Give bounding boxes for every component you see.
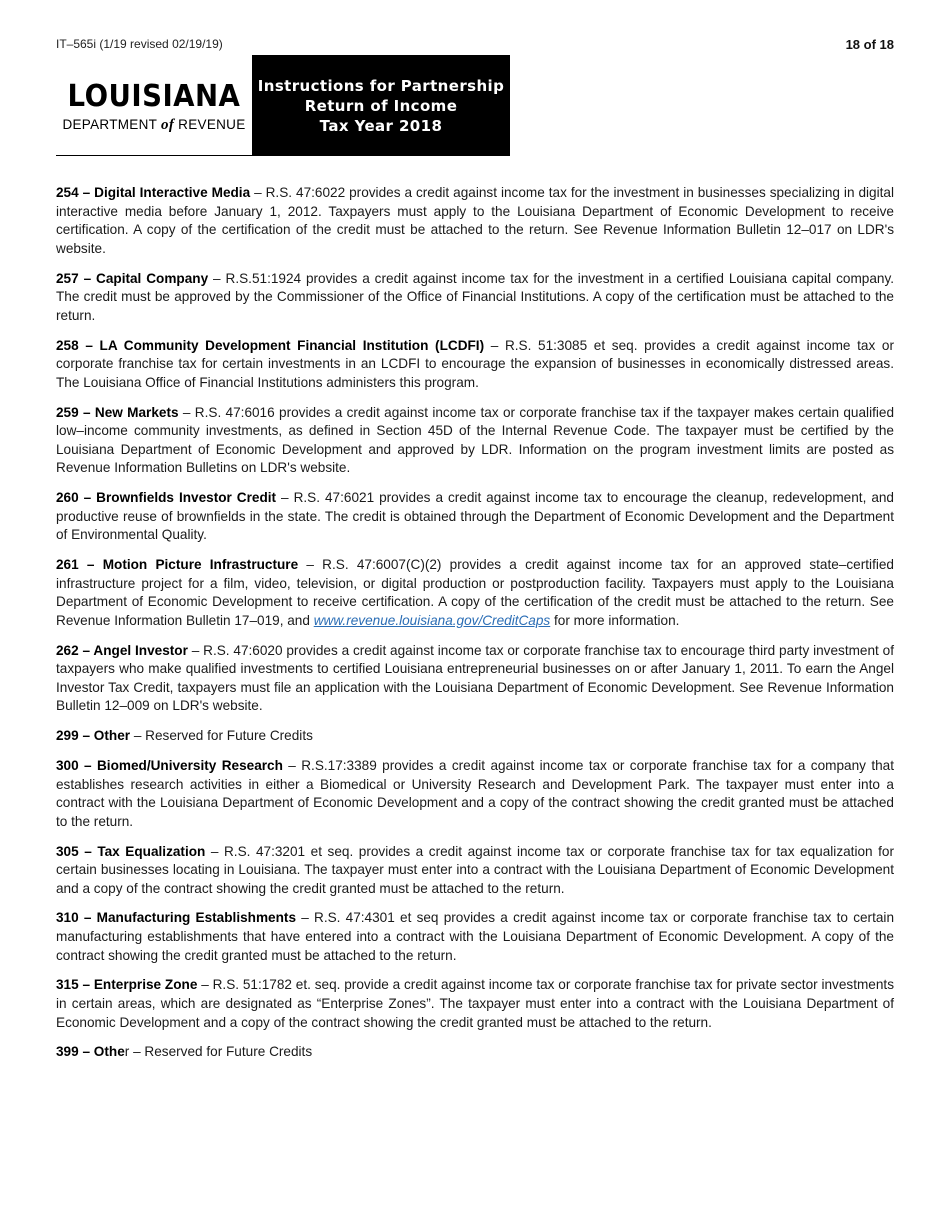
title-line: Tax Year 2018 (319, 116, 443, 135)
document-title (252, 55, 510, 156)
logo-wordmark: LOUISIANA (67, 79, 241, 114)
credit-code: 299 – Other (56, 728, 131, 744)
credit-text: – Reserved for Future Credits (130, 728, 313, 744)
credit-310 (56, 909, 894, 965)
credit-code: 259 – New Markets (56, 404, 179, 420)
logo-department-prefix: DEPARTMENT (62, 117, 162, 132)
credit-code: 310 – Manufacturing Establishments (56, 910, 297, 926)
credit-257 (56, 270, 894, 326)
credit-254 (56, 184, 894, 258)
title-line: Instructions for Partnership (257, 76, 505, 95)
credit-code: 399 – Othe (56, 1044, 125, 1060)
credit-315 (56, 976, 894, 1032)
credit-text: – R.S.17:3389 provides a credit against income tax or corporate franchise tax for a company that establishes research activities in either a Biomedical or University Research and Development Park. The taxpayer must enter into a contract with the Louisiana Department of Economic Development and a copy of the contract showing the credit granted must be attached to the return. (56, 757, 894, 829)
credit-text: – R.S. 51:3085 et seq. provides a credit against income tax or corporate franchise tax for certain investments in an LCDFI to encourage the expansion of businesses in economically distressed areas. The Louisiana Office of Financial Institutions administers this program. (56, 337, 894, 390)
document-header (56, 55, 510, 156)
title-line: Return of Income (304, 96, 458, 115)
credit-300 (56, 757, 894, 831)
credit-descriptions (56, 184, 894, 1073)
credit-258 (56, 337, 894, 393)
credit-399 (56, 1043, 894, 1062)
credit-text: – R.S. 47:3201 et seq. provides a credit against income tax or corporate franchise tax for tax equalization for certain businesses locating in Louisiana. The taxpayer must enter into a contract with the Louisiana Department of Economic Development and a copy of the contract showing the credit granted must be attached to the return. (56, 843, 894, 896)
credit-code: 262 – Angel Investor (56, 642, 188, 658)
credit-261 (56, 556, 894, 630)
credit-262 (56, 642, 894, 716)
credit-code: 254 – Digital Interactive Media (56, 185, 251, 200)
credit-text: – R.S. 47:6022 provides a credit against income tax for the investment in businesses specializing in digital interactive media before January 1, 2012. Taxpayers must apply to the Louisiana Department of Economic Development to receive certification. A copy of the certification of the credit must be attached to the return. See Revenue Information Bulletin 12–017 on LDR's website. (56, 185, 894, 256)
logo-department-of: of (161, 117, 175, 133)
credit-code: 257 – Capital Company (56, 270, 209, 286)
form-id: IT–565i (1/19 revised 02/19/19) (56, 37, 223, 51)
credit-260 (56, 489, 894, 545)
louisiana-revenue-logo (56, 55, 252, 156)
credit-text: – R.S. 51:1782 et. seq. provide a credit against income tax or corporate franchise tax for private sector investments in certain areas, which are designated as “Enterprise Zones”. The taxpayer must enter into a contract with the Louisiana Department of Economic Development and a copy of the contract showing the credit granted must be attached to the return. (56, 977, 895, 1030)
credit-259 (56, 404, 894, 478)
credit-code: 305 – Tax Equalization (56, 843, 206, 859)
logo-department (62, 117, 245, 134)
credit-code: 258 – LA Community Development Financial Institution (LCDFI) (56, 337, 485, 353)
credit-code: 300 – Biomed/University Research (56, 757, 283, 773)
credit-text: – R.S. 47:4301 et seq provides a credit against income tax or corporate franchise tax to certain manufacturing establishments that have entered into a contract with the Louisiana Department of Economic Development. A copy of the contract showing the credit granted must be attached to the return. (56, 910, 895, 963)
credit-text: r – Reserved for Future Credits (124, 1044, 313, 1060)
credit-305 (56, 843, 894, 899)
credit-299 (56, 727, 894, 746)
credit-text-after: for more information. (550, 612, 680, 628)
credit-code: 315 – Enterprise Zone (56, 977, 198, 993)
logo-department-suffix: REVENUE (174, 117, 246, 132)
credit-code: 260 – Brownfields Investor Credit (56, 490, 277, 506)
credit-text: – R.S. 47:6020 provides a credit against income tax or corporate franchise tax to encourage third party investment of taxpayers who make qualified investments to certified Louisiana entrepreneurial businesses on or after January 1, 2011. To earn the Angel Investor Tax Credit, taxpayers must file an application with the Louisiana Department of Economic Development. See Revenue Information Bulletin 12–009 on LDR's website. (56, 642, 894, 714)
credit-caps-link[interactable]: www.revenue.louisiana.gov/CreditCaps (313, 612, 551, 628)
credit-text: – R.S. 47:6007(C)(2) provides a credit against income tax for an approved state–certified infrastructure project for a film, video, television, or digital production or postproduction facility. Taxpayers must apply to the Louisiana Department of Economic Development to receive certification. A copy of the certification of the credit must be attached to the return. See Revenue Information Bulletin 17–019, and (56, 557, 894, 628)
credit-text: – R.S.51:1924 provides a credit against income tax for the investment in a certified Louisiana capital company. The credit must be approved by the Commissioner of the Office of Financial Institutions. A copy of the certification must be attached to the return. (56, 270, 895, 323)
credit-text: – R.S. 47:6016 provides a credit against income tax or corporate franchise tax if the taxpayer makes certain qualified low–income community investments, as defined in Section 45D of the Internal Revenue Code. The taxpayer must be certified by the Louisiana Department of Economic Development and approved by LDR. Information on the program investment limits are posted as Revenue Information Bulletins on LDR's website. (56, 404, 895, 476)
credit-text: – R.S. 47:6021 provides a credit against income tax to encourage the cleanup, redevelopment, and productive reuse of brownfields in the state. The credit is obtained through the Department of Economic Development and the Department of Environmental Quality. (56, 490, 894, 543)
page-number: 18 of 18 (845, 37, 894, 52)
credit-code: 261 – Motion Picture Infrastructure (56, 557, 299, 573)
